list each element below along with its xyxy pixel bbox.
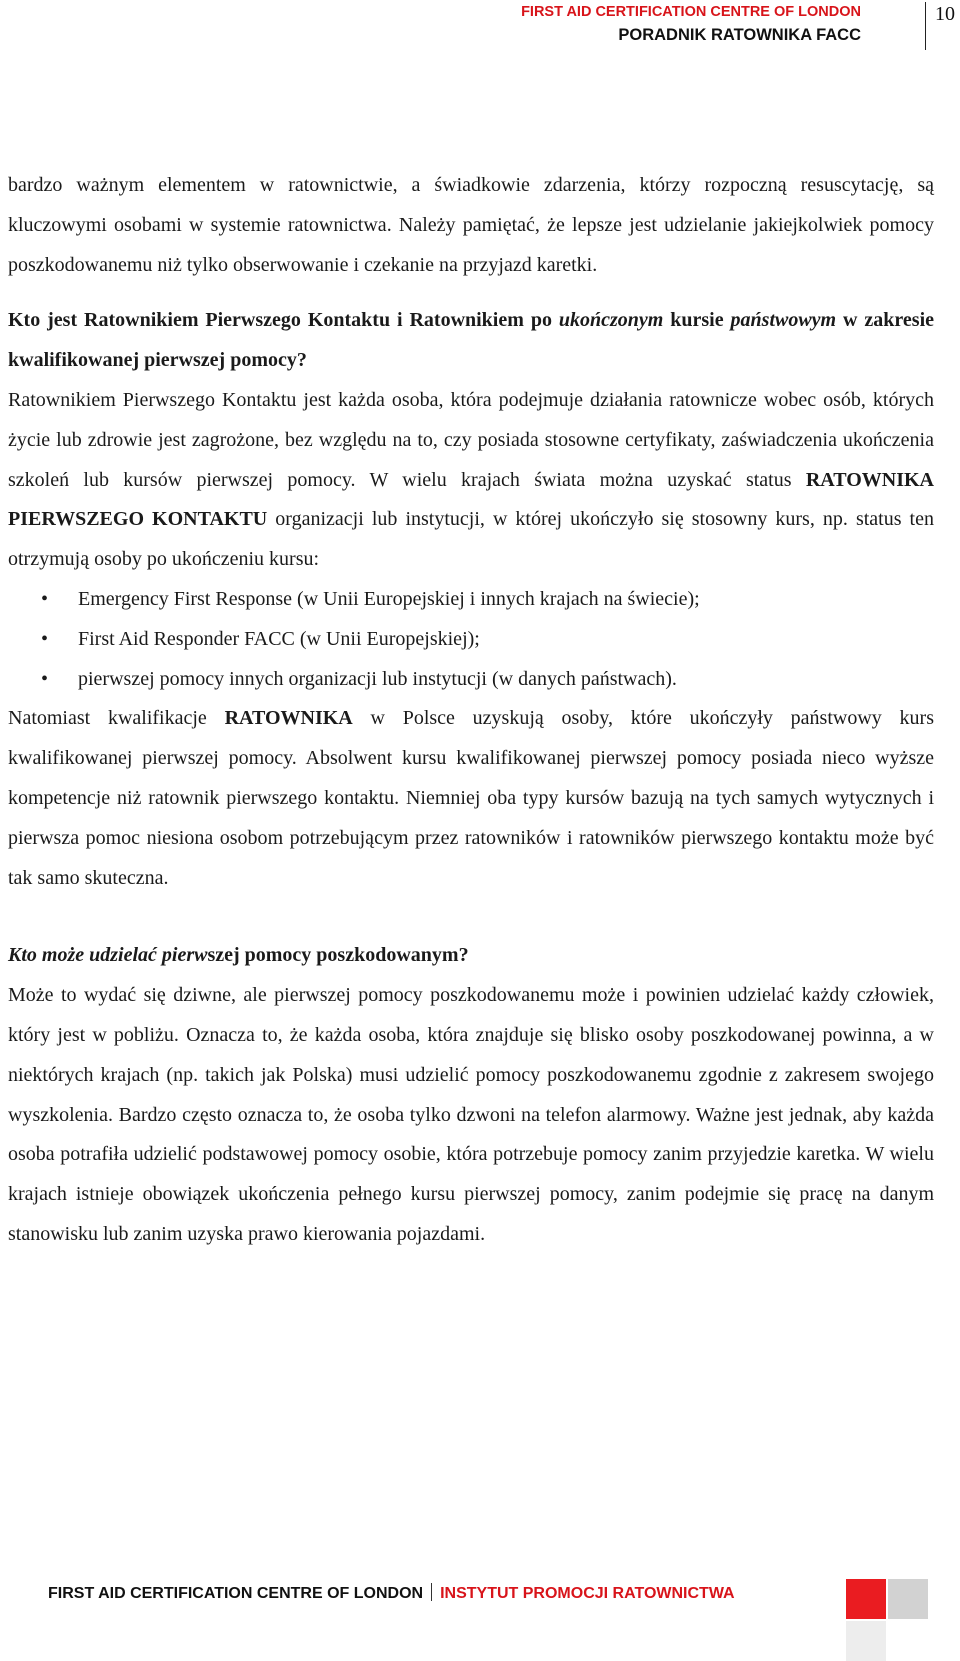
footer-divider	[431, 1583, 432, 1601]
page-footer	[48, 1583, 735, 1603]
page-header	[0, 0, 960, 56]
paragraph-4: Może to wydać się dziwne, ale pierwszej pomocy poszkodowanemu może i powinien udzielać każdy człowiek, który jest w pobliżu. Oznacza to, że każda osoba, która znajduje się blisko osoby poszkodowanej powinna, a w niektórych krajach (np. takich jak Polska) musi udzielić pomocy poszkodowanemu zgodnie z zakresem swojego wyszkolenia. Bardzo często oznacza to, że osoba tylko dzwoni na telefon alarmowy. Ważne jest jednak, aby każda osoba potrafiła udzielić podstawowej pomocy osobie, która potrzebuje pomocy zanim przyjedzie karetka. W wielu krajach istnieje obowiązek ukończenia pełnego kursu pierwszej pomocy, zanim podejmie się pracę na danym stanowisku lub zanim uzyska prawo kierowania pojazdami.	[8, 984, 934, 1245]
q2-a: Kto może udzielać pierw	[8, 944, 208, 967]
p3-a: Natomiast kwalifikacje	[8, 707, 225, 730]
course-list	[8, 580, 934, 699]
q1-c: kursie	[663, 309, 731, 332]
question-heading-2	[8, 936, 934, 976]
list-item: • First Aid Responder FACC (w Unii Europejskiej);	[8, 620, 934, 660]
logo-square-red	[846, 1579, 886, 1619]
p2-c: organizacji lub instytucji, w której ukończyło się stosowny kurs, np. status ten otrzymują osoby po ukończeniu kursu:	[8, 508, 934, 571]
footer-org: FIRST AID CERTIFICATION CENTRE OF LONDON	[48, 1585, 424, 1602]
q1-e: w zakresie kwalifikowanej pierwszej pomocy?	[8, 309, 934, 372]
header-doc-title: PORADNIK RATOWNIKA FACC	[618, 26, 861, 44]
header-org: FIRST AID CERTIFICATION CENTRE OF LONDON	[521, 4, 861, 20]
q1-a: Kto jest Ratownikiem Pierwszego Kontaktu i Ratownikiem po	[8, 309, 559, 332]
logo-square-gray	[888, 1579, 928, 1619]
p3-c: w Polsce uzyskują osoby, które ukończyły państwowy kurs kwalifikowanej pierwszej pomocy. Absolwent kursu kwalifikowanej pierwszej pomocy posiada nieco wyższe kompetencje niż ratownik pierwszego kontaktu. Niemniej oba typy kursów bazują na tych samych wytycznych i pierwsza pomoc niesiona osobom potrzebującym przez ratowników i ratowników pierwszego kontaktu może być tak samo skuteczna.	[8, 707, 934, 889]
list-item: • Emergency First Response (w Unii Europejskiej i innych krajach na świecie);	[8, 580, 934, 620]
p3-b: RATOWNIKA	[224, 707, 353, 730]
paragraph-2	[8, 381, 934, 580]
list-item: • pierwszej pomocy innych organizacji lub instytucji (w danych państwach).	[8, 660, 934, 700]
q1-d: państwowym	[730, 309, 837, 332]
q1-b: ukończonym	[558, 309, 664, 332]
page-number: 10	[935, 3, 955, 25]
p2-b: RATOWNIKA PIERWSZEGO KONTAKTU	[8, 468, 934, 531]
spacer	[8, 285, 934, 301]
question-heading-1	[8, 301, 934, 381]
p2-a: Ratownikiem Pierwszego Kontaktu jest każda osoba, która podejmuje działania ratownicze wobec osób, których życie lub zdrowie jest zagrożone, bez względu na to, czy posiada stosowne certyfikaty, zaświadczenia ukończenia szkoleń lub kursów pierwszej pomocy. W wielu krajach świata można uzyskać status	[8, 388, 934, 491]
paragraph-1: bardzo ważnym elementem w ratownictwie, a świadkowie zdarzenia, którzy rozpoczną resuscytację, są kluczowymi osobami w systemie ratownictwa. Należy pamiętać, że lepsze jest udzielanie jakiejkolwiek pomocy poszkodowanemu niż tylko obserwowanie i czekanie na przyjazd karetki.	[8, 174, 934, 276]
header-divider	[925, 2, 926, 50]
logo-square-pale	[846, 1621, 886, 1661]
paragraph-3	[8, 699, 934, 898]
footer-institute: INSTYTUT PROMOCJI RATOWNICTWA	[440, 1585, 735, 1602]
page-content	[8, 166, 934, 1255]
spacer	[8, 898, 934, 936]
q2-b: szej pomocy poszkodowanym?	[207, 944, 469, 967]
